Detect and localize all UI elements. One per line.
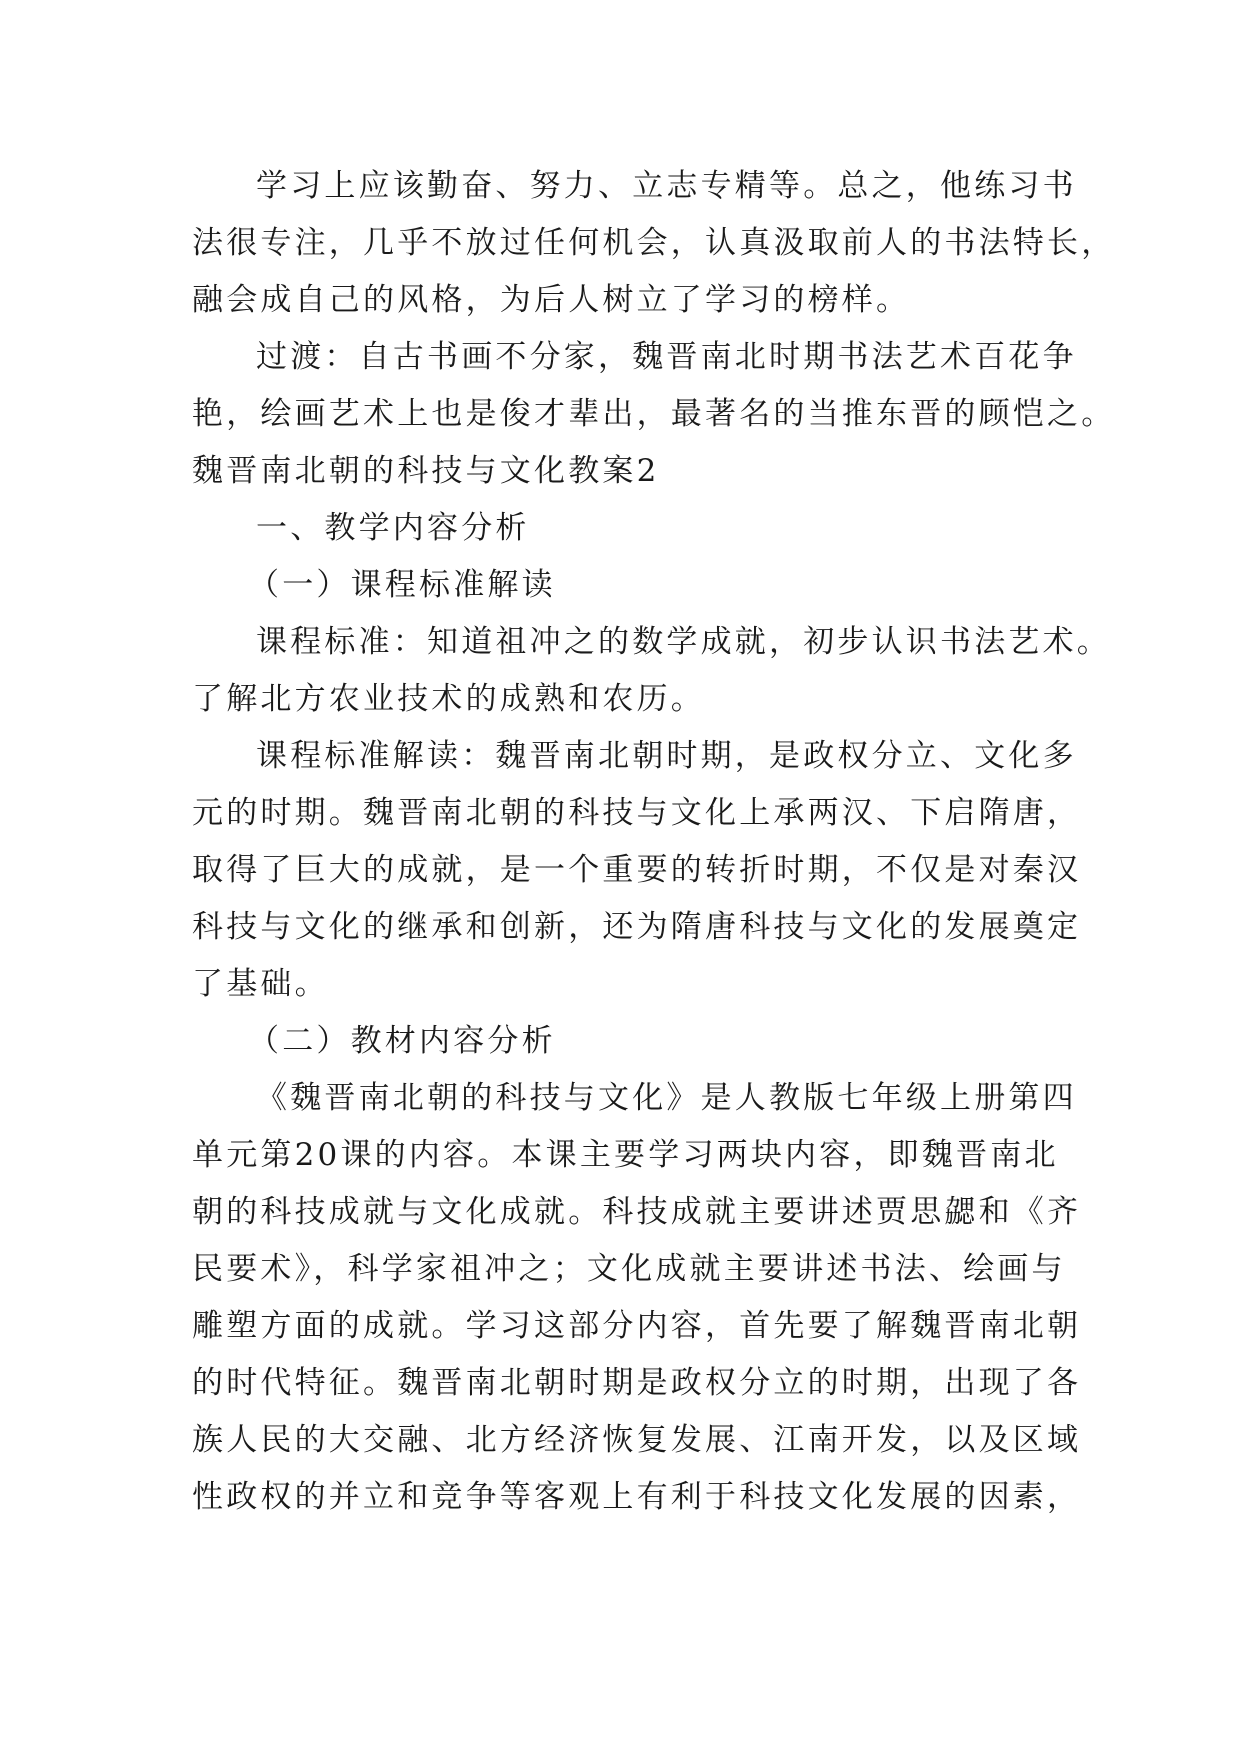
paragraph-line: 融会成自己的风格，为后人树立了学习的榜样。 [192,282,911,318]
paragraph-line: 课程标准解读：魏晋南北朝时期，是政权分立、文化多 [256,738,1077,774]
paragraph-line: 取得了巨大的成就，是一个重要的转折时期，不仅是对秦汉 [192,852,1082,888]
subheading: 一、教学内容分析 [256,510,530,546]
paragraph-line: 元的时期。魏晋南北朝的科技与文化上承两汉、下启隋唐， [192,795,1082,831]
paragraph-line: 民要术》，科学家祖冲之；文化成就主要讲述书法、绘画与 [192,1251,1066,1287]
paragraph-line: 的时代特征。魏晋南北朝时期是政权分立的时期，出现了各 [192,1365,1082,1401]
paragraph-line: 科技与文化的继承和创新，还为隋唐科技与文化的发展奠定 [192,909,1082,945]
paragraph-line: 《魏晋南北朝的科技与文化》是人教版七年级上册第四 [256,1080,1077,1116]
section-heading: 魏晋南北朝的科技与文化教案2 [192,453,660,489]
document-body [192,158,1116,1526]
paragraph-line: 了解北方农业技术的成熟和农历。 [192,681,705,717]
paragraph-line: 学习上应该勤奋、努力、立志专精等。总之，他练习书 [256,168,1077,204]
paragraph-line: 朝的科技成就与文化成就。科技成就主要讲述贾思勰和《齐 [192,1194,1082,1230]
subheading: （一）课程标准解读 [248,567,556,603]
paragraph-line: 法很专注，几乎不放过任何机会，认真汲取前人的书法特长， [192,225,1116,261]
paragraph-line: 性政权的并立和竞争等客观上有利于科技文化发展的因素， [192,1479,1082,1515]
paragraph-line: 艳，绘画艺术上也是俊才辈出，最著名的当推东晋的顾恺之。 [192,396,1116,432]
paragraph-line: 单元第20课的内容。本课主要学习两块内容，即魏晋南北 [192,1137,1059,1173]
paragraph-line: 过渡：自古书画不分家，魏晋南北时期书法艺术百花争 [256,339,1077,375]
paragraph-line: 族人民的大交融、北方经济恢复发展、江南开发，以及区域 [192,1422,1082,1458]
paragraph-line: 了基础。 [192,966,329,1002]
paragraph-line: 课程标准：知道祖冲之的数学成就，初步认识书法艺术。 [256,624,1111,660]
paragraph-line: 雕塑方面的成就。学习这部分内容，首先要了解魏晋南北朝 [192,1308,1082,1344]
subheading: （二）教材内容分析 [248,1023,556,1059]
